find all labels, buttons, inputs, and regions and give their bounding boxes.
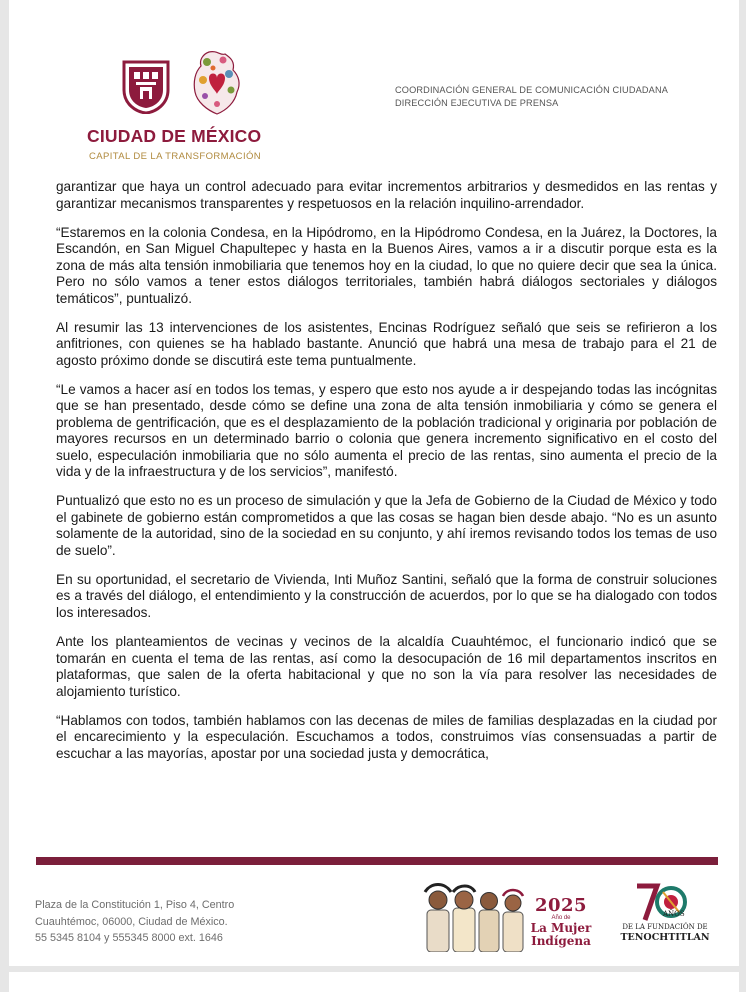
logo-title: CIUDAD DE MÉXICO (87, 126, 262, 146)
paragraph: Ante los planteamientos de vecinas y vecinos de la alcaldía Cuauhtémoc, el funcionario indicó que se tomarán en cuenta el tema de las rentas, así como la desocupación de 16 mil departamentos inscritos en plataformas, que salen de la oferta habitacional y que no son la vía para resolver las necesidades de alojamiento turístico. (56, 634, 717, 699)
phone-line: 55 5345 8104 y 555345 8000 ext. 1646 (35, 932, 223, 944)
year-label-3: Indígena (531, 934, 591, 948)
paragraph: “Le vamos a hacer así en todos los temas, y espero que esto nos ayude a ir despejando todas las incógnitas que se han presentado, desde cómo se define una zona de alta tensión inmobiliaria y cómo se genera el problema de gentrificación, que es el desplazamiento de la población tradicional y originaria por población de mayores recursos en un determinado barrio o colonia que genera incremento significativo en el costo del suelo, especulación inmobiliaria que no sólo aumenta el precio de las rentas, sino aumenta el precio de la vida y de la infraestructura y de los servicios”, manifestó. (56, 381, 717, 480)
heart-map-logo-icon (191, 48, 243, 116)
year-number: 2025 (534, 895, 588, 916)
press-release-body (56, 179, 717, 775)
year-label-1: Año de (551, 915, 571, 921)
anniv-label-2: TENOCHTITLAN (620, 932, 710, 943)
logo-subtitle: CAPITAL DE LA TRANSFORMACIÓN (89, 151, 262, 162)
footer-address (35, 897, 234, 947)
anniv-years-label: AÑOS (663, 910, 685, 918)
paragraph: garantizar que haya un control adecuado para evitar incrementos arbitrarios y desmedidos en las rentas y garantizar mecanismos transparentes y respetuosos en la relación inquilino-arrendador. (56, 179, 717, 211)
letterhead (9, 0, 739, 180)
office-line-1: COORDINACIÓN GENERAL DE COMUNICACIÓN CIUDADANA (395, 85, 669, 95)
tenochtitlan-anniversary-logo (613, 882, 717, 948)
next-page-edge (9, 972, 739, 992)
footer-divider (36, 857, 718, 865)
paragraph: Al resumir las 13 intervenciones de los asistentes, Encinas Rodríguez señaló que seis se refirieron a los anfitriones, con quienes se ha hablado bastante. Anunció que habrá una mesa de trabajo para el 21 de agosto próximo donde se discutirá este tema puntualmente. (56, 319, 717, 368)
year-of-indigenous-woman (529, 897, 593, 948)
paragraph: En su oportunidad, el secretario de Vivienda, Inti Muñoz Santini, señaló que la forma de construir soluciones es a través del diálogo, el entendimiento y la construcción de acuerdos, por lo que se ha dialogado con todos los interesados. (56, 571, 717, 620)
document-page (9, 0, 739, 966)
indigenous-women-illustration-icon (419, 880, 527, 952)
paragraph: Puntualizó que esto no es un proceso de simulación y que la Jefa de Gobierno de la Ciudad de México y todo el gabinete de gobierno están comprometidos a que las cosas se hagan bien desde abajo. “No es un asunto solamente de la autoridad, sino de la sociedad en su conjunto, y ahí iremos revisando todos los temas de uso de suelo”. (56, 493, 717, 558)
address-line-1: Plaza de la Constitución 1, Piso 4, Centro (35, 899, 235, 911)
paragraph: “Estaremos en la colonia Condesa, en la Hipódromo, en la Hipódromo Condesa, en la Juárez, la Doctores, la Escandón, en San Miguel Chapultepec y hasta en la Buenos Aires, vamos a ir a discutir porque esta es la zona de más alta tensión inmobiliaria que tenemos hoy en la ciudad, lo que no quiere decir que sea la única. Pero no sólo vamos a tener estos diálogos territoriales, también habrá diálogos sectoriales y diálogos temáticos”, puntualizó. (56, 224, 717, 306)
coat-of-arms-icon (122, 60, 170, 114)
address-line-2: Cuauhtémoc, 06000, Ciudad de México. (35, 915, 228, 928)
paragraph: “Hablamos con todos, también hablamos con las decenas de miles de familias desplazadas en la ciudad por el encarecimiento y la especulación. Escuchamos a todos, construimos vías consensuadas a partir de escuchar a las mayorías, apostar por una sociedad justa y democrática, (56, 712, 717, 761)
office-heading (395, 84, 668, 110)
office-line-2: DIRECCIÓN EJECUTIVA DE PRENSA (395, 98, 559, 108)
year-label-2: La Mujer (530, 921, 592, 935)
anniv-label-1: DE LA FUNDACIÓN DE (622, 923, 708, 931)
